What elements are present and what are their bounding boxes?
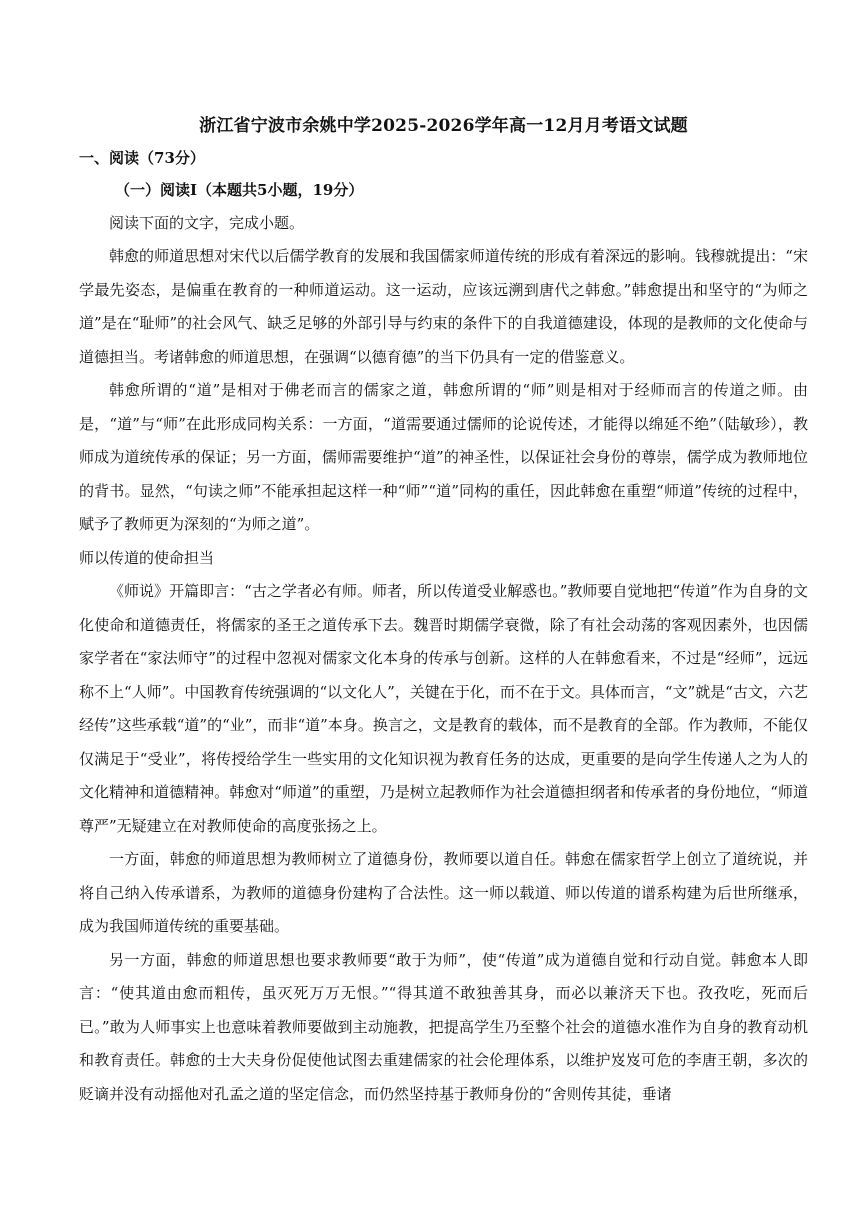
section-heading: 一、阅读（73分） <box>79 149 205 167</box>
paragraph-4: 一方面，韩愈的师道思想为教师树立了道德身份，教师要以道自任。韩愈在儒家哲学上创立了道统说，并将自己纳入传承谱系，为教师的道德身份建构了合法性。这一师以载道、师以传道的谱系构建为后世所继承，成为我国师道传统的重要基础。 <box>79 850 808 935</box>
paragraph-3: 《师说》开篇即言：“古之学者必有师。师者，所以传道受业解惑也。”教师要自觉地把“传道”作为自身的文化使命和道德责任，将儒家的圣王之道传承下去。魏晋时期儒学衰微，除了有社会动荡的客观因素外，也因儒家学者在“家法师守”的过程中忽视对儒家文化本身的传承与创新。这样的人在韩愈看来，不过是“经师”，远远称不上“人师”。中国教育传统强调的“以文化人”，关键在于化，而不在于文。具体而言，“文”就是“古文，六艺经传”这些承载“道”的“业”，而非“道”本身。换言之，文是教育的载体，而不是教育的全部。作为教师，不能仅仅满足于“受业”，将传授给学生一些实用的文化知识视为教育任务的达成，更重要的是向学生传递人之为人的文化精神和道德精神。韩愈对“师道”的重塑，乃是树立起教师作为社会道德担纲者和传承者的身份地位，“师道尊严”无疑建立在对教师使命的高度张扬之上。 <box>79 582 808 835</box>
instruction: 阅读下面的文字，完成小题。 <box>109 214 305 232</box>
paragraph-5: 另一方面，韩愈的师道思想也要求教师要“敢于为师”，使“传道”成为道德自觉和行动自觉。韩愈本人即言：“使其道由愈而粗传，虽灭死万万无恨。”“得其道不敢独善其身，而必以兼济天下也。孜孜吃，死而后已。”敢为人师事实上也意味着教师要做到主动施教，把提高学生乃至整个社会的道德水准作为自身的教育动机和教育责任。韩愈的士大夫身份促使他试图去重建儒家的社会伦理体系，以维护岌岌可危的李唐王朝，多次的贬谪并没有动摇他对孔孟之道的坚定信念，而仍然坚持基于教师身份的“舍则传其徒，垂诸 <box>79 950 808 1103</box>
paragraph-2: 韩愈所谓的“道”是相对于佛老而言的儒家之道，韩愈所谓的“师”则是相对于经师而言的传道之师。由是，“道”与“师”在此形成同构关系：一方面，“道需要通过儒师的论说传述，才能得以绵延不绝”（陆敏珍），教师成为道统传承的保证；另一方面，儒师需要维护“道”的神圣性，以保证社会身份的尊崇，儒学成为教师地位的背书。显然，“句读之师”不能承担起这样一种“师”“道”同构的重任，因此韩愈在重塑“师道”传统的过程中，赋予了教师更为深刻的“为师之道”。 <box>79 381 808 533</box>
sub-heading: （一）阅读Ⅰ（本题共5小题，19分） <box>115 181 364 199</box>
subtitle: 师以传道的使命担当 <box>79 548 215 567</box>
paragraph-1: 韩愈的师道思想对宋代以后儒学教育的发展和我国儒家师道传统的形成有着深远的影响。钱穆就提出：“宋学最先姿态，是偏重在教育的一种师道运动。这一运动，应该远溯到唐代之韩愈。”韩愈提出和坚守的“为师之道”是在“耻师”的社会风气、缺乏足够的外部引导与约束的条件下的自我道德建设，体现的是教师的文化使命与道德担当。考诸韩愈的师道思想，在强调“以德育德”的当下仍具有一定的借鉴意义。 <box>79 247 808 366</box>
document-title: 浙江省宁波市余姚中学2025-2026学年高一12月月考语文试题 <box>199 116 688 136</box>
